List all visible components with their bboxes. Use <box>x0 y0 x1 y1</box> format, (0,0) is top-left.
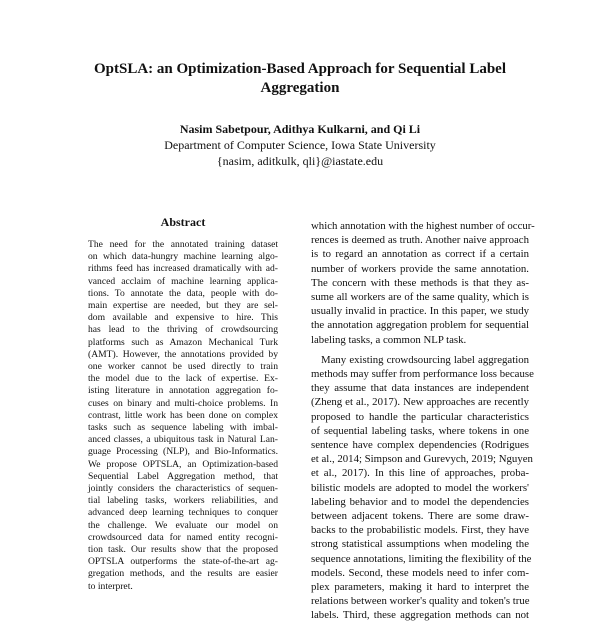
text-line: on which data-hungry machine learning algo- <box>88 251 278 263</box>
text-line: bilistic models are adopted to model the workers' <box>311 481 529 494</box>
text-line: tasks such as sequence labeling with imbal- <box>88 422 278 434</box>
text-line: et al., 2014; Simpson and Gurevych, 2019; Nguyen <box>311 453 533 466</box>
paper-title <box>60 60 540 98</box>
text-line: OPTSLA outperforms the state-of-the-art ag- <box>88 556 278 568</box>
text-line: advanced deep learning techniques to conquer <box>88 507 278 519</box>
text-line: usually invalid in practice. In this paper, we study <box>311 305 529 318</box>
title-line-1: OptSLA: an Optimization-Based Approach for Sequential Label <box>93 61 506 77</box>
text-line: to interpret. <box>88 580 133 592</box>
text-line: Many existing crowdsourcing label aggregation <box>321 353 529 366</box>
text-line: The need for the annotated training dataset <box>88 239 278 250</box>
text-line: (AMT). However, the annotations provided by <box>88 348 278 360</box>
author-names: Nasim Sabetpour, Adithya Kulkarni, and Qi Li <box>179 122 421 136</box>
text-line: dom available and expensive to hire. This <box>88 312 278 324</box>
text-line: jointly considers the characteristics of sequen- <box>88 483 278 495</box>
text-line: which annotation with the highest number of occur- <box>311 220 535 232</box>
text-line: vanced acclaim of machine learning applica- <box>88 275 278 287</box>
text-line: is to regard an annotation as correct if a certain <box>311 248 529 261</box>
text-line: has lead to the thriving of crowdsourcing <box>88 324 278 336</box>
text-line: cuses on binary and multi-choice problems. In <box>88 397 278 409</box>
text-line: (Zheng et al., 2017). New approaches are recently <box>311 396 529 409</box>
text-line: tial labeling tasks, workers reliabilities, and <box>88 495 278 507</box>
text-line: number of workers provide the same annotation. <box>311 262 529 275</box>
text-line: proposed to handle the particular characteristics <box>311 410 529 423</box>
text-line: rithms feed has increased dramatically with ad- <box>88 263 278 275</box>
text-line: et al., 2017). In this line of approaches, proba- <box>311 467 529 480</box>
text-line: platforms such as Amazon Mechanical Turk <box>88 336 278 348</box>
text-line: sequence annotations, limiting the flexibility of the <box>311 552 532 565</box>
author-emails: {nasim, aditkulk, qli}@iastate.edu <box>216 154 384 168</box>
text-line: backs to the probabilistic models. First, they have <box>311 524 529 537</box>
abstract-heading: Abstract <box>160 215 206 229</box>
abstract-text <box>88 239 278 593</box>
text-line: rences is deemed as truth. Another naive approach <box>311 234 529 247</box>
text-line: crowdsourced data for named entity recogni- <box>88 531 278 543</box>
text-line: they assume that data instances are independent <box>311 382 529 395</box>
text-line: gregation methods, and the results are easier <box>88 568 278 580</box>
text-line: isting literature in annotation aggregation fo- <box>88 385 278 397</box>
text-line: anced classes, a ubiquitous task in Natural Lan- <box>88 434 278 446</box>
text-line: contrast, little work has been done on complex <box>88 409 278 421</box>
text-line: the annotation aggregation problem for sequential <box>311 319 529 332</box>
text-line: the model due to the lack of expertise. Ex- <box>88 373 278 385</box>
text-line: labeling tasks, a common NLP task. <box>311 333 467 346</box>
text-line: main expertise are needed, but they are sel- <box>88 300 278 312</box>
text-line: models. Second, these models need to infer com- <box>311 566 529 579</box>
title-line-2: Aggregation <box>260 80 340 96</box>
text-line: strong statistical assumptions when modeling the <box>311 538 529 551</box>
text-line: tion task. Our results show that the proposed <box>88 544 278 556</box>
text-line: the challenge. We evaluate our model on <box>88 519 278 531</box>
text-line: The concern with these methods is that they as- <box>311 276 529 289</box>
text-line: tions. To annotate the data, people with do- <box>88 287 278 299</box>
intro-text <box>311 219 535 623</box>
text-line: methods may suffer from performance loss because <box>311 368 534 381</box>
text-line: between adjacent tokens. There are some draw- <box>311 510 529 523</box>
text-line: relations between worker's quality and token's true <box>311 595 530 608</box>
text-line: guage Processing (NLP), and Bio-Informatics. <box>88 446 278 458</box>
text-line: of sequential labeling tasks, where tokens in one <box>311 424 529 437</box>
text-line: one worker cannot be used directly to train <box>88 361 278 373</box>
text-line: sentence have complex dependencies (Rodrigues <box>311 439 529 452</box>
affiliation: Department of Computer Science, Iowa State University <box>164 138 436 152</box>
text-line: plex parameters, making it hard to interpret the <box>311 581 529 594</box>
text-line: labels. Third, these aggregation methods can not <box>311 609 529 622</box>
text-line: Sequential Label Aggregation method, that <box>88 470 278 482</box>
text-line: labeling behavior and to model the dependencies <box>311 495 529 508</box>
author-block <box>60 121 540 169</box>
text-line: We propose OPTSLA, an Optimization-based <box>88 458 278 470</box>
text-line: sume all workers are of the same quality, which is <box>311 291 529 304</box>
